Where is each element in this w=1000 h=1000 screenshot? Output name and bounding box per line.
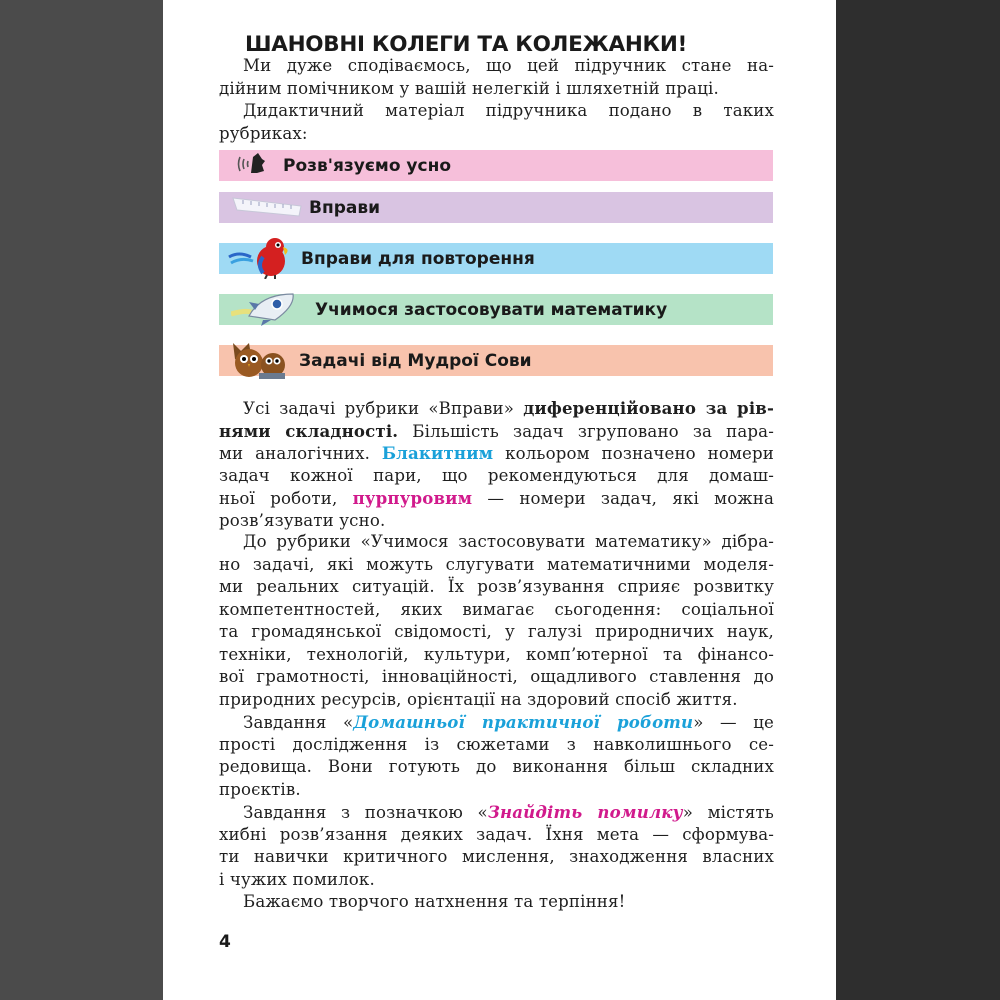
body-paragraph-home-practice: Завдання «Домашньої практичної роботи» — це прості дослідження із сюжетами з навколишнього се- редовища. Вони готують до виконання більш складних проєктів. [219, 712, 774, 799]
rubric-exercises [219, 192, 773, 223]
intro-paragraph-1: Ми дуже сподіваємось, що цей підручник стане на- дійним помічником у вашій нелегкій і шляхетній праці. [219, 56, 774, 98]
find-mistake-text: Знайдіть помилку [487, 802, 683, 822]
rubric-label: Задачі від Мудрої Сови [299, 350, 532, 371]
document-page [163, 0, 836, 1000]
rubric-oral [219, 150, 773, 181]
rubric-owl-problems [219, 345, 773, 376]
owl-icon [229, 337, 293, 385]
ruler-icon [231, 194, 303, 222]
rubric-label: Учимося застосовувати математику [315, 299, 668, 320]
body-paragraph-exercises: Усі задачі рубрики «Вправи» диференційовано за рів- нями складності. Більшість задач згруповано за пара- ми аналогічних. Блакитним кольором позначено номери задач кожної пари, що рекомендуються для домаш- ньої роботи, пурпуровим — номери задач, які можна розв’язувати усно. [219, 398, 774, 530]
rubric-applied-math [219, 294, 773, 325]
blue-highlight-text: Блакитним [381, 443, 494, 463]
body-paragraph-closing: Бажаємо творчого натхнення та терпіння! [243, 892, 626, 911]
page-shadow-right [836, 0, 1000, 1000]
rubric-label: Вправи [309, 197, 381, 218]
rubric-label: Розв'язуємо усно [283, 155, 452, 176]
page-number: 4 [219, 932, 231, 952]
intro-paragraph-2: Дидактичний матеріал підручника подано в таких рубриках: [219, 101, 774, 143]
page-shadow-left [0, 0, 163, 1000]
body-paragraph-find-mistake: Завдання з позначкою «Знайдіть помилку» містять хибні розв’язання деяких задач. Їхня мета — сформува- ти навички критичного мислення, знаходження власних і чужих помилок. [219, 802, 774, 889]
purple-highlight-text: пурпуровим [352, 488, 473, 508]
page-title: ШАНОВНІ КОЛЕГИ ТА КОЛЕЖАНКИ! [245, 32, 688, 57]
home-practice-link-text: Домашньої практичної роботи [353, 712, 694, 732]
rubric-review-exercises [219, 243, 773, 274]
rubric-label: Вправи для повторення [301, 248, 535, 269]
speaking-head-icon [237, 151, 267, 181]
parrot-icon [227, 235, 293, 283]
rocket-icon [231, 290, 303, 330]
body-paragraph-applied-math: До рубрики «Учимося застосовувати математику» дібра- но задачі, які можуть слугувати математичними моделя- ми реальних ситуацій. Їх розв’язування сприяє розвитку компетентностей, яких вимагає сьогодення: соціальної та громадянської свідомості, у галузі природничих наук, техніки, технологій, культури, комп’ютерної та фінансо- вої грамотності, інноваційності, ощадливого ставлення до природних ресурсів, орієнтації на здоровий спосіб життя. [219, 532, 774, 709]
